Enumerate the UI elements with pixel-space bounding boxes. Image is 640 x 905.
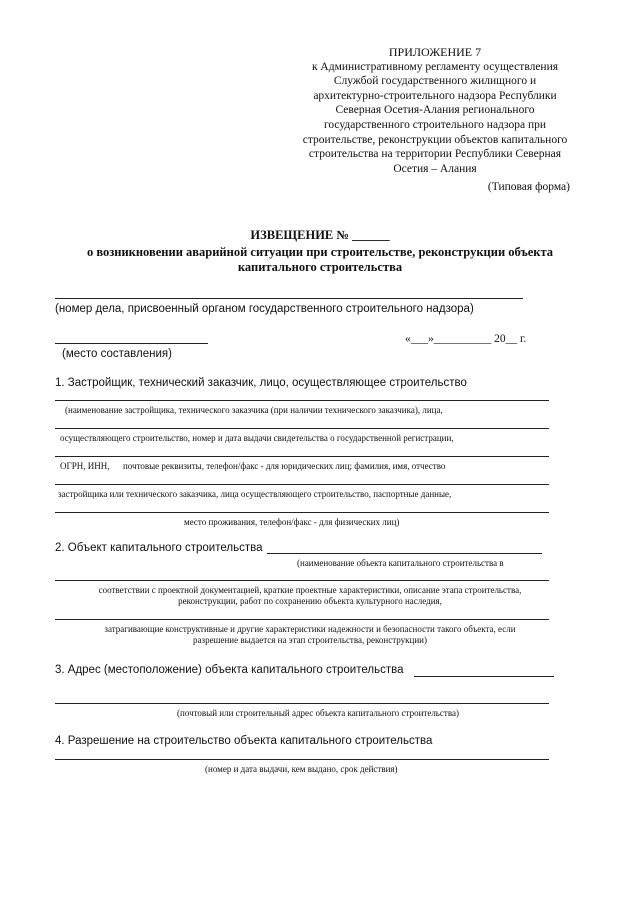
section2-field[interactable] <box>55 619 549 620</box>
section1-hint: (наименование застройщика, технического заказчика (при наличии технического заказчика), лица, <box>65 405 443 415</box>
section1-field[interactable] <box>55 428 549 429</box>
appendix-line: Осетия – Алания <box>393 162 477 175</box>
section2-label: 2. Объект капитального строительства <box>55 542 263 554</box>
section2-field[interactable] <box>55 580 549 581</box>
section1-field[interactable] <box>55 400 549 401</box>
section1-hint: ОГРН, ИНН, почтовые реквизиты, телефон/факс - для юридических лиц; фамилия, имя, отчество <box>60 461 446 471</box>
section1-field[interactable] <box>55 484 549 485</box>
section2-hint: (наименование объекта капитального строительства в <box>297 558 504 568</box>
section4-label: 4. Разрешение на строительство объекта капитального строительства <box>55 735 433 747</box>
section2-hint-line: реконструкции, работ по сохранению объекта культурного наследия, <box>178 596 442 606</box>
appendix-line: Северная Осетия-Алания регионального <box>335 104 535 117</box>
section3-hint: (почтовый или строительный адрес объекта капитального строительства) <box>177 708 459 718</box>
place-field[interactable] <box>55 343 208 344</box>
notice-subtitle: о возникновении аварийной ситуации при строительстве, реконструкции объекта <box>86 245 554 259</box>
section2-hint-line: затрагивающие конструктивные и другие характеристики надежности и безопасности такого объекта, если <box>104 624 516 634</box>
section2-hint <box>50 624 570 646</box>
section3-field[interactable] <box>55 703 549 704</box>
section2-hint-line: соответствии с проектной документацией, краткие проектные характеристики, описание этапа строительства, <box>98 585 522 595</box>
section2-field[interactable] <box>267 553 542 554</box>
section3-field[interactable] <box>414 676 554 677</box>
typical-form-label: (Типовая форма) <box>487 181 570 193</box>
section1-hint: осуществляющего строительство, номер и дата выдачи свидетельства о государственной регистрации, <box>60 433 454 443</box>
notice-subtitle: капитального строительства <box>237 260 403 274</box>
appendix-line: строительства на территории Республики Северная <box>308 148 562 161</box>
case-number-hint: (номер дела, присвоенный органом государственного строительного надзора) <box>55 303 474 315</box>
appendix-line: архитектурно-строительного надзора Республики <box>313 89 557 102</box>
notice-title: ИЗВЕЩЕНИЕ № ______ <box>250 228 390 242</box>
appendix-line: государственного строительного надзора при <box>323 118 547 131</box>
case-number-field[interactable] <box>55 298 523 299</box>
appendix-block <box>275 45 595 176</box>
appendix-title: ПРИЛОЖЕНИЕ 7 <box>388 45 482 59</box>
appendix-line: строительстве, реконструкции объектов капитального <box>302 133 568 146</box>
section4-field[interactable] <box>55 759 549 760</box>
section4-hint: (номер и дата выдачи, кем выдано, срок действия) <box>205 764 398 774</box>
section3-label: 3. Адрес (местоположение) объекта капитального строительства <box>55 664 404 676</box>
date-field[interactable]: «___»__________ 20__ г. <box>405 333 527 345</box>
section2-hint-line: разрешение выдается на этап строительства, реконструкции) <box>193 635 427 645</box>
section1-hint: место проживания, телефон/факс - для физических лиц) <box>184 517 400 527</box>
section1-label: 1. Застройщик, технический заказчик, лицо, осуществляющее строительство <box>55 377 467 389</box>
appendix-line: Службой государственного жилищного и <box>333 75 537 88</box>
appendix-line: к Административному регламенту осуществления <box>311 60 559 73</box>
section1-field[interactable] <box>55 512 549 513</box>
section1-hint: застройщика или технического заказчика, лица осуществляющего строительство, паспортные данные, <box>58 489 452 499</box>
place-hint: (место составления) <box>62 348 172 360</box>
section2-hint <box>50 585 570 607</box>
section1-field[interactable] <box>55 456 549 457</box>
